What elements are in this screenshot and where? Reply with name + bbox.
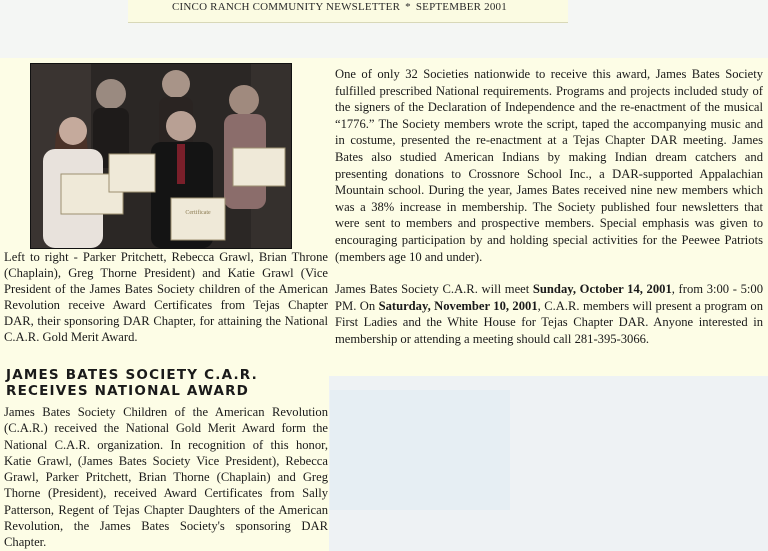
header-separator: * [405,1,411,13]
meeting-time: , from 3:00 - 5:00 PM. On [335,282,764,313]
article-continuation: One of only 32 Societies nationwide to receive this award, James Bates Society fulfilled prescribed National requirements. Programs and projects included study of the signers of the Declaration of Independence and the re-enactment of the musical “1776.” The Society members wrote the script, taped the accompanying music and in costume, presented the re-enactment at a Tejas Chapter DAR meeting. James Bates also studied American Indians by making Indian dream catchers and presenting donations to Crossnore School Inc., a DAR-supported Appalachian Mountain school. During the year, James Bates received nine new members which was a 38% increase in membership. The Society published four newsletters that were sent to members and prospective members. Special emphasis was given to encouraging participation by and holding special activities for the Peewee Patriots (members age 10 and under). [335,67,763,264]
bleed-through-area [330,390,510,510]
newsletter-header [172,1,507,13]
meeting-details: , C.A.R. members will present a program on First Ladies and the White House for Tejas Chapter DAR. Anyone interested in membership or attending a meeting should call 281-395-3066. [335,298,763,346]
issue-date: SEPTEMBER 2001 [415,1,507,13]
meeting-date-1: Sunday, October 14, 2001 [532,282,672,296]
meeting-date-2: Saturday, November 10, 2001 [378,298,538,313]
newsletter-name: CINCO RANCH COMMUNITY NEWSLETTER [172,1,401,13]
photo-caption: Left to right - Parker Pritchett, Rebecca Grawl, Brian Throne (Chaplain), Greg Thorne President) and Katie Grawl (Vice President of the James Bates Society children of the American Revolution receive Award Certificates from Tejas Chapter DAR, their sponsoring DAR Chapter, for attaining the National C.A.R. Gold Merit Award. [4,250,328,344]
article-body: James Bates Society Children of the American Revolution (C.A.R.) received the National Gold Merit Award form the National C.A.R. organization. In recognition of this honor, Katie Grawl, (James Bates Society Vice President), Rebecca Grawl, Parker Pritchett, Brian Thorne (Chaplain) and Greg Thorne (President), received Award Certificates from Sally Patterson, Regent of Tejas Chapter Daughters of the American Revolution, the James Bates Society's sponsoring DAR Chapter. [4,405,328,550]
award-photo-illustration [31,64,291,248]
award-photo [30,63,292,249]
meeting-intro: James Bates Society C.A.R. will meet [335,282,533,296]
certificate-label: Certificate [185,210,211,216]
article-headline: JAMES BATES SOCIETY C.A.R. RECEIVES NATIONAL AWARD [6,367,258,399]
meeting-announcement [335,281,763,347]
